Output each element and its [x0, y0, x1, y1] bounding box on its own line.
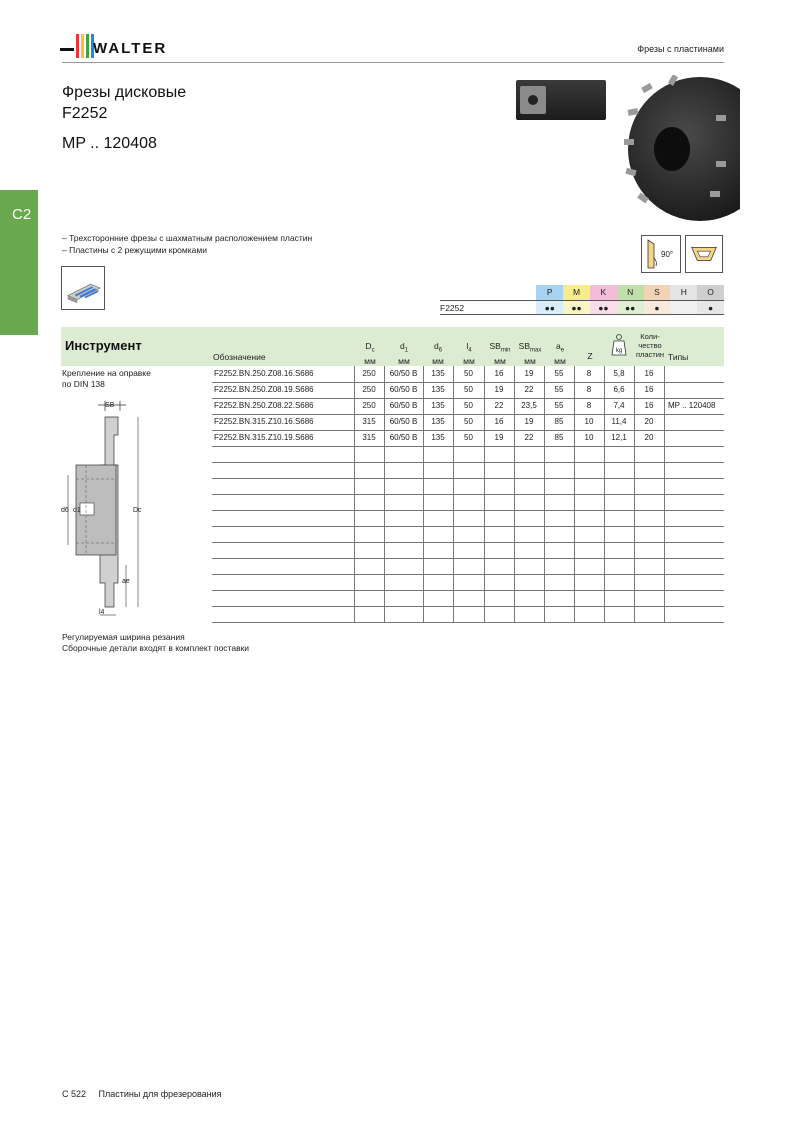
col-header-z: Z — [587, 351, 593, 361]
table-cell: 6,6 — [613, 385, 625, 394]
table-row-designation: F2252.BN.250.Z08.16.S686 — [214, 369, 314, 378]
page-title — [62, 82, 186, 124]
material-group-h: H — [670, 285, 697, 300]
table-cell: 16 — [644, 401, 654, 410]
table-cell: 16 — [494, 369, 504, 378]
qty-header-line: пластин — [635, 350, 665, 359]
table-cell: 50 — [464, 385, 473, 394]
table-cell: 60/50 B — [389, 385, 418, 394]
table-cell: 20 — [644, 433, 654, 442]
material-groups-table — [440, 285, 724, 315]
page-number: C 522 — [62, 1089, 87, 1099]
mount-note-line: Крепление на оправке — [62, 368, 151, 378]
col-header-d1: $d_1$ мм — [398, 341, 410, 366]
table-cell: 16 — [494, 417, 504, 426]
table-cell: 7,4 — [613, 401, 625, 410]
table-cell: 315 — [362, 433, 376, 442]
tool-section-title: Инструмент — [65, 338, 142, 353]
table-cell: 60/50 B — [389, 401, 418, 410]
label-d1: d1 — [73, 507, 81, 514]
table-cell: 8 — [586, 385, 592, 394]
title-line-2: F2252 — [62, 105, 108, 122]
label-sb: SB — [105, 402, 115, 409]
cutter-section-drawing — [60, 395, 200, 625]
table-cell: 60/50 B — [389, 433, 418, 442]
table-cell: 19 — [524, 369, 534, 378]
table-cell: 22 — [524, 385, 534, 394]
chapter-tab-label: C2 — [12, 206, 32, 223]
table-row-designation: F2252.BN.315.Z10.16.S686 — [214, 417, 314, 426]
material-group-n: N — [617, 285, 644, 300]
table-cell: 50 — [464, 369, 473, 378]
col-header-qty — [633, 332, 667, 359]
table-cell: 16 — [644, 385, 654, 394]
footnote: Сборочные детали входят в комплект поставки — [62, 643, 250, 653]
table-cell: 20 — [644, 417, 654, 426]
table-row-divider — [212, 494, 724, 495]
section-title: Фрезы с пластинами — [637, 44, 724, 54]
disc-cutter-image — [620, 75, 740, 223]
table-row-divider — [212, 478, 724, 479]
table-row-divider — [212, 590, 724, 591]
brand-name: WALTER — [93, 40, 168, 57]
table-cell: 19 — [494, 385, 504, 394]
chapter-tab — [0, 190, 38, 335]
entering-angle-icon — [641, 235, 681, 273]
table-cell: 50 — [464, 433, 473, 442]
table-type-value: MP .. 120408 — [668, 401, 716, 410]
table-cell: 60/50 B — [389, 417, 418, 426]
feature-item: – Трехсторонние фрезы с шахматным расположением пластин — [62, 233, 313, 243]
table-cell: 23,5 — [521, 401, 537, 410]
table-cell: 5,8 — [613, 369, 625, 378]
weight-icon — [611, 333, 627, 357]
svg-text:kg: kg — [615, 348, 623, 354]
table-cell: 135 — [431, 369, 445, 378]
title-line-1: Фрезы дисковые — [62, 84, 187, 101]
page-footer — [62, 1089, 232, 1099]
designation-header: Обозначение — [213, 352, 266, 362]
insert-icon — [520, 86, 546, 114]
col-header-dc: $D_c$ мм — [364, 341, 376, 366]
label-d6: d6 — [61, 507, 69, 514]
feature-item: – Пластины с 2 режущими кромками — [62, 245, 207, 255]
table-cell: 135 — [431, 401, 445, 410]
table-row-divider — [212, 462, 724, 463]
feature-list — [62, 232, 312, 256]
table-cell: 135 — [431, 385, 445, 394]
suitability-h — [670, 301, 697, 314]
table-cell: 50 — [464, 401, 473, 410]
table-cell: 60/50 B — [389, 369, 418, 378]
table-row-divider — [212, 574, 724, 575]
table-cell: 250 — [362, 369, 376, 378]
angle-label: 90° — [661, 250, 674, 259]
suitability-p: ●● — [536, 301, 563, 314]
mount-note-line: по DIN 138 — [62, 379, 105, 389]
col-header-sbmax: $SB_{max}$ мм — [518, 341, 542, 366]
material-row-label: F2252 — [440, 303, 465, 313]
table-cell: 22 — [494, 401, 504, 410]
table-row-divider — [212, 526, 724, 527]
table-row-divider — [212, 542, 724, 543]
table-cell: 85 — [554, 417, 564, 426]
suitability-m: ●● — [563, 301, 590, 314]
footnotes — [62, 632, 249, 654]
suitability-s: ● — [644, 301, 671, 314]
material-suitability-row — [440, 300, 724, 315]
col-header-types: Типы — [668, 352, 689, 362]
table-row-divider — [212, 558, 724, 559]
table-cell: 135 — [431, 433, 445, 442]
table-row-designation: F2252.BN.250.Z08.19.S686 — [214, 385, 314, 394]
qty-header-line: Коли- — [640, 332, 660, 341]
mount-note — [62, 368, 151, 390]
table-row-divider — [212, 446, 724, 447]
insert-image — [516, 80, 606, 120]
slotting-pictogram — [61, 266, 105, 310]
table-cell: 85 — [554, 433, 564, 442]
col-header-ae: $a_e$ мм — [554, 341, 566, 366]
header-rule — [62, 62, 724, 63]
table-cell: 8 — [586, 401, 592, 410]
suitability-k: ●● — [590, 301, 617, 314]
table-cell: 250 — [362, 385, 376, 394]
chapter-name: Пластины для фрезерования — [98, 1089, 222, 1099]
col-header-d6: $d_6$ мм — [432, 341, 444, 366]
col-header-l4: $l_4$ мм — [463, 341, 475, 366]
insert-geometry-icon — [685, 235, 723, 273]
table-row-divider — [212, 606, 724, 607]
table-cell: 12,1 — [611, 433, 627, 442]
table-row-designation: F2252.BN.250.Z08.22.S686 — [214, 401, 314, 410]
table-cell: 22 — [524, 433, 534, 442]
col-header-sbmin: $SB_{min}$ мм — [489, 341, 511, 366]
material-group-o: O — [697, 285, 724, 300]
label-l4: l4 — [99, 609, 105, 616]
table-cell: 19 — [494, 433, 504, 442]
table-cell: 16 — [644, 369, 654, 378]
table-cell: 55 — [554, 401, 564, 410]
suitability-n: ●● — [617, 301, 644, 314]
table-cell: 55 — [554, 369, 564, 378]
table-cell: 11,4 — [611, 417, 627, 426]
material-header-row — [440, 285, 724, 300]
label-ae: ae — [122, 578, 130, 585]
table-cell: 315 — [362, 417, 376, 426]
label-dc: Dc — [133, 507, 142, 514]
table-cell: 55 — [554, 385, 564, 394]
material-group-s: S — [644, 285, 671, 300]
table-row-divider — [212, 510, 724, 511]
material-group-m: M — [563, 285, 590, 300]
table-row-divider — [212, 622, 724, 623]
suitability-o: ● — [697, 301, 724, 314]
insert-type-title: MP .. 120408 — [62, 135, 157, 152]
table-cell: 10 — [584, 417, 594, 426]
table-cell: 135 — [431, 417, 445, 426]
material-group-k: K — [590, 285, 617, 300]
table-cell: 250 — [362, 401, 376, 410]
table-cell: 8 — [586, 369, 592, 378]
table-row-designation: F2252.BN.315.Z10.19.S686 — [214, 433, 314, 442]
footnote: Регулируемая ширина резания — [62, 632, 185, 642]
qty-header-line: чество — [638, 341, 662, 350]
table-cell: 50 — [464, 417, 473, 426]
table-cell: 19 — [524, 417, 534, 426]
table-cell: 10 — [584, 433, 594, 442]
material-group-p: P — [536, 285, 563, 300]
tool-table-header — [61, 327, 724, 366]
